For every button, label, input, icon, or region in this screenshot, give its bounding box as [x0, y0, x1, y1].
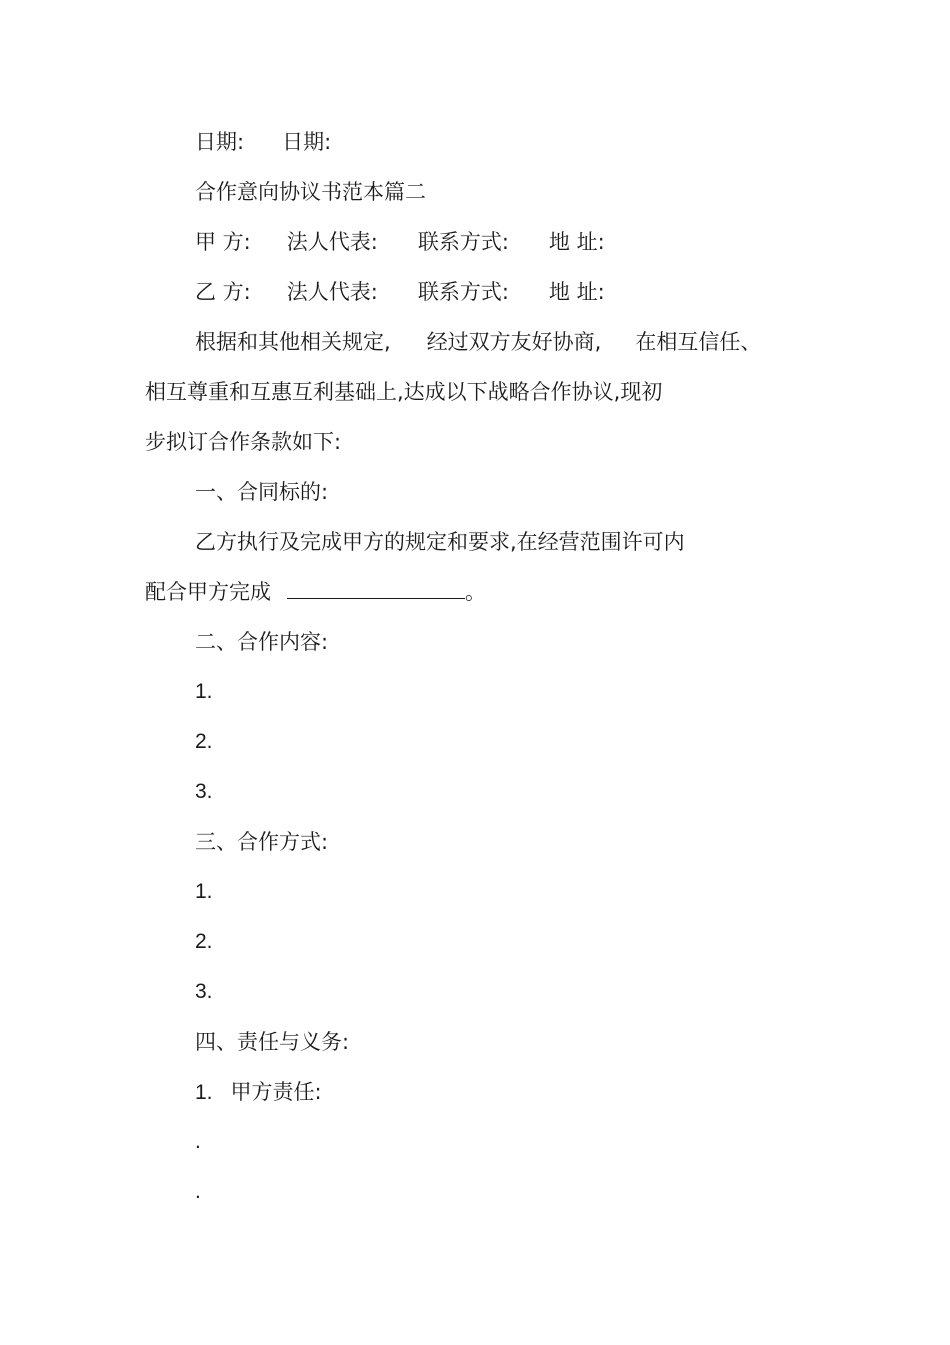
intro-part-b: 经过双方友好协商, — [426, 330, 602, 354]
s1-line-2 — [145, 578, 486, 606]
intro-line-2: 相互尊重和互惠互利基础上,达成以下战略合作协议,现初 — [145, 380, 663, 404]
intro-line-3: 步拟订合作条款如下: — [145, 430, 342, 454]
s2-item-1: 1. — [195, 680, 213, 703]
party-b-line — [195, 278, 605, 306]
fill-in-blank — [287, 580, 465, 599]
s1-line-2-text: 配合甲方完成 — [145, 580, 271, 604]
party-a-line — [195, 228, 605, 256]
intro-line-1 — [195, 328, 761, 356]
s3-item-1: 1. — [195, 880, 213, 903]
s3-item-2: 2. — [195, 930, 213, 953]
intro-part-a: 根据和其他相关规定, — [195, 330, 391, 354]
s3-heading: 三、合作方式: — [195, 830, 329, 854]
party-a-address: 地 址: — [548, 230, 605, 254]
s4-heading: 四、责任与义务: — [195, 1030, 350, 1054]
party-b-label: 乙 方: — [195, 280, 251, 304]
party-a-rep: 法人代表: — [286, 230, 378, 254]
date-line — [195, 128, 331, 156]
party-b-rep: 法人代表: — [286, 280, 378, 304]
party-a-contact: 联系方式: — [417, 230, 509, 254]
s1-line-2-end: 。 — [465, 580, 486, 604]
s2-heading: 二、合作内容: — [195, 630, 329, 654]
party-b-address: 地 址: — [548, 280, 605, 304]
date-label-2: 日期: — [282, 130, 332, 154]
party-b-contact: 联系方式: — [417, 280, 509, 304]
intro-part-c: 在相互信任、 — [635, 330, 762, 354]
section-title: 合作意向协议书范本篇二 — [195, 180, 426, 204]
s1-heading: 一、合同标的: — [195, 480, 329, 504]
party-a-label: 甲 方: — [195, 230, 251, 254]
s4-sub-line — [195, 1078, 322, 1107]
s2-item-2: 2. — [195, 730, 213, 753]
date-label-1: 日期: — [195, 130, 245, 154]
s4-dot-2: . — [195, 1180, 201, 1203]
s4-sub-label: 甲方责任: — [230, 1080, 322, 1104]
s3-item-3: 3. — [195, 980, 213, 1003]
s1-line-1: 乙方执行及完成甲方的规定和要求,在经营范围许可内 — [195, 530, 685, 554]
s4-sub-num: 1. — [195, 1081, 213, 1104]
s2-item-3: 3. — [195, 780, 213, 803]
s4-dot-1: . — [195, 1130, 201, 1153]
